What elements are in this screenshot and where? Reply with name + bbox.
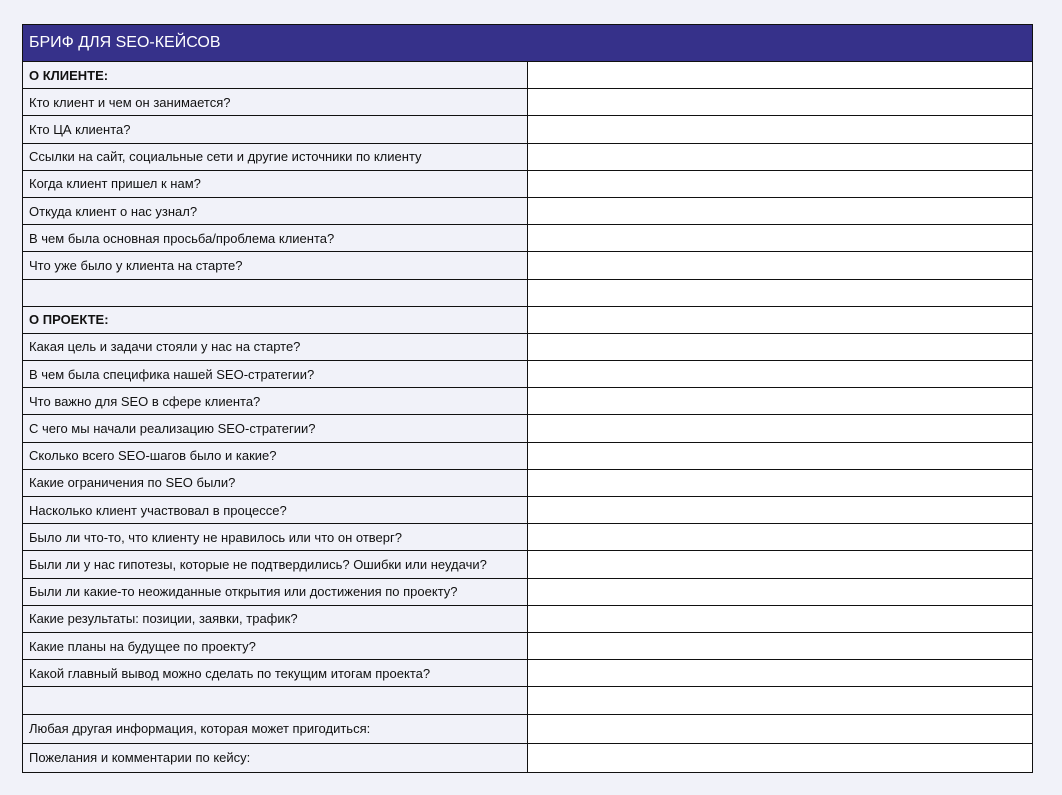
question-label: В чем была специфика нашей SEO-стратегии? [23, 361, 528, 388]
answer-cell[interactable] [528, 225, 1033, 252]
question-label: Ссылки на сайт, социальные сети и другие источники по клиенту [23, 143, 528, 170]
answer-cell[interactable] [528, 62, 1033, 89]
question-row [23, 333, 1033, 360]
question-row [23, 388, 1033, 415]
answer-cell[interactable] [528, 551, 1033, 578]
answer-cell[interactable] [528, 632, 1033, 659]
answer-cell[interactable] [528, 143, 1033, 170]
question-label: Кто клиент и чем он занимается? [23, 89, 528, 116]
blank-cell [23, 279, 528, 306]
section-heading: О ПРОЕКТЕ: [23, 306, 528, 333]
question-row [23, 415, 1033, 442]
question-label: Что уже было у клиента на старте? [23, 252, 528, 279]
question-row [23, 743, 1033, 772]
question-label: Сколько всего SEO-шагов было и какие? [23, 442, 528, 469]
answer-cell[interactable] [528, 442, 1033, 469]
question-row [23, 660, 1033, 687]
question-label: В чем была основная просьба/проблема клиента? [23, 225, 528, 252]
question-label: Когда клиент пришел к нам? [23, 170, 528, 197]
question-label: Кто ЦА клиента? [23, 116, 528, 143]
question-row [23, 714, 1033, 743]
question-label: Какой главный вывод можно сделать по текущим итогам проекта? [23, 660, 528, 687]
answer-cell[interactable] [528, 714, 1033, 743]
question-row [23, 469, 1033, 496]
title-row [23, 25, 1033, 62]
question-row [23, 116, 1033, 143]
question-label: Какие ограничения по SEO были? [23, 469, 528, 496]
question-row [23, 551, 1033, 578]
question-row [23, 361, 1033, 388]
section-row [23, 62, 1033, 89]
answer-cell[interactable] [528, 89, 1033, 116]
question-label: Что важно для SEO в сфере клиента? [23, 388, 528, 415]
question-row [23, 143, 1033, 170]
question-label: Откуда клиент о нас узнал? [23, 197, 528, 224]
answer-cell[interactable] [528, 497, 1033, 524]
answer-cell[interactable] [528, 170, 1033, 197]
question-label: Насколько клиент участвовал в процессе? [23, 497, 528, 524]
question-row [23, 497, 1033, 524]
answer-cell[interactable] [528, 605, 1033, 632]
blank-cell [23, 687, 528, 714]
blank-row [23, 687, 1033, 714]
question-row [23, 605, 1033, 632]
answer-cell[interactable] [528, 252, 1033, 279]
brief-table [22, 24, 1033, 773]
answer-cell[interactable] [528, 743, 1033, 772]
brief-document [22, 24, 1033, 773]
answer-cell[interactable] [528, 524, 1033, 551]
question-label: Какая цель и задачи стояли у нас на старте? [23, 333, 528, 360]
answer-cell[interactable] [528, 116, 1033, 143]
answer-cell[interactable] [528, 578, 1033, 605]
blank-row [23, 279, 1033, 306]
question-row [23, 225, 1033, 252]
question-row [23, 632, 1033, 659]
question-label: Были ли какие-то неожиданные открытия или достижения по проекту? [23, 578, 528, 605]
question-label: Пожелания и комментарии по кейсу: [23, 743, 528, 772]
question-row [23, 197, 1033, 224]
answer-cell[interactable] [528, 306, 1033, 333]
question-row [23, 524, 1033, 551]
answer-cell[interactable] [528, 197, 1033, 224]
document-title: БРИФ ДЛЯ SEO-КЕЙСОВ [23, 25, 1033, 62]
brief-body [23, 62, 1033, 773]
answer-cell[interactable] [528, 687, 1033, 714]
answer-cell[interactable] [528, 279, 1033, 306]
question-label: С чего мы начали реализацию SEO-стратегии? [23, 415, 528, 442]
question-row [23, 252, 1033, 279]
section-row [23, 306, 1033, 333]
section-heading: О КЛИЕНТЕ: [23, 62, 528, 89]
answer-cell[interactable] [528, 333, 1033, 360]
question-row [23, 442, 1033, 469]
question-label: Какие планы на будущее по проекту? [23, 632, 528, 659]
question-label: Было ли что-то, что клиенту не нравилось или что он отверг? [23, 524, 528, 551]
answer-cell[interactable] [528, 469, 1033, 496]
answer-cell[interactable] [528, 660, 1033, 687]
question-label: Любая другая информация, которая может пригодиться: [23, 714, 528, 743]
answer-cell[interactable] [528, 361, 1033, 388]
answer-cell[interactable] [528, 388, 1033, 415]
question-label: Какие результаты: позиции, заявки, трафик? [23, 605, 528, 632]
question-label: Были ли у нас гипотезы, которые не подтвердились? Ошибки или неудачи? [23, 551, 528, 578]
question-row [23, 170, 1033, 197]
answer-cell[interactable] [528, 415, 1033, 442]
question-row [23, 89, 1033, 116]
question-row [23, 578, 1033, 605]
